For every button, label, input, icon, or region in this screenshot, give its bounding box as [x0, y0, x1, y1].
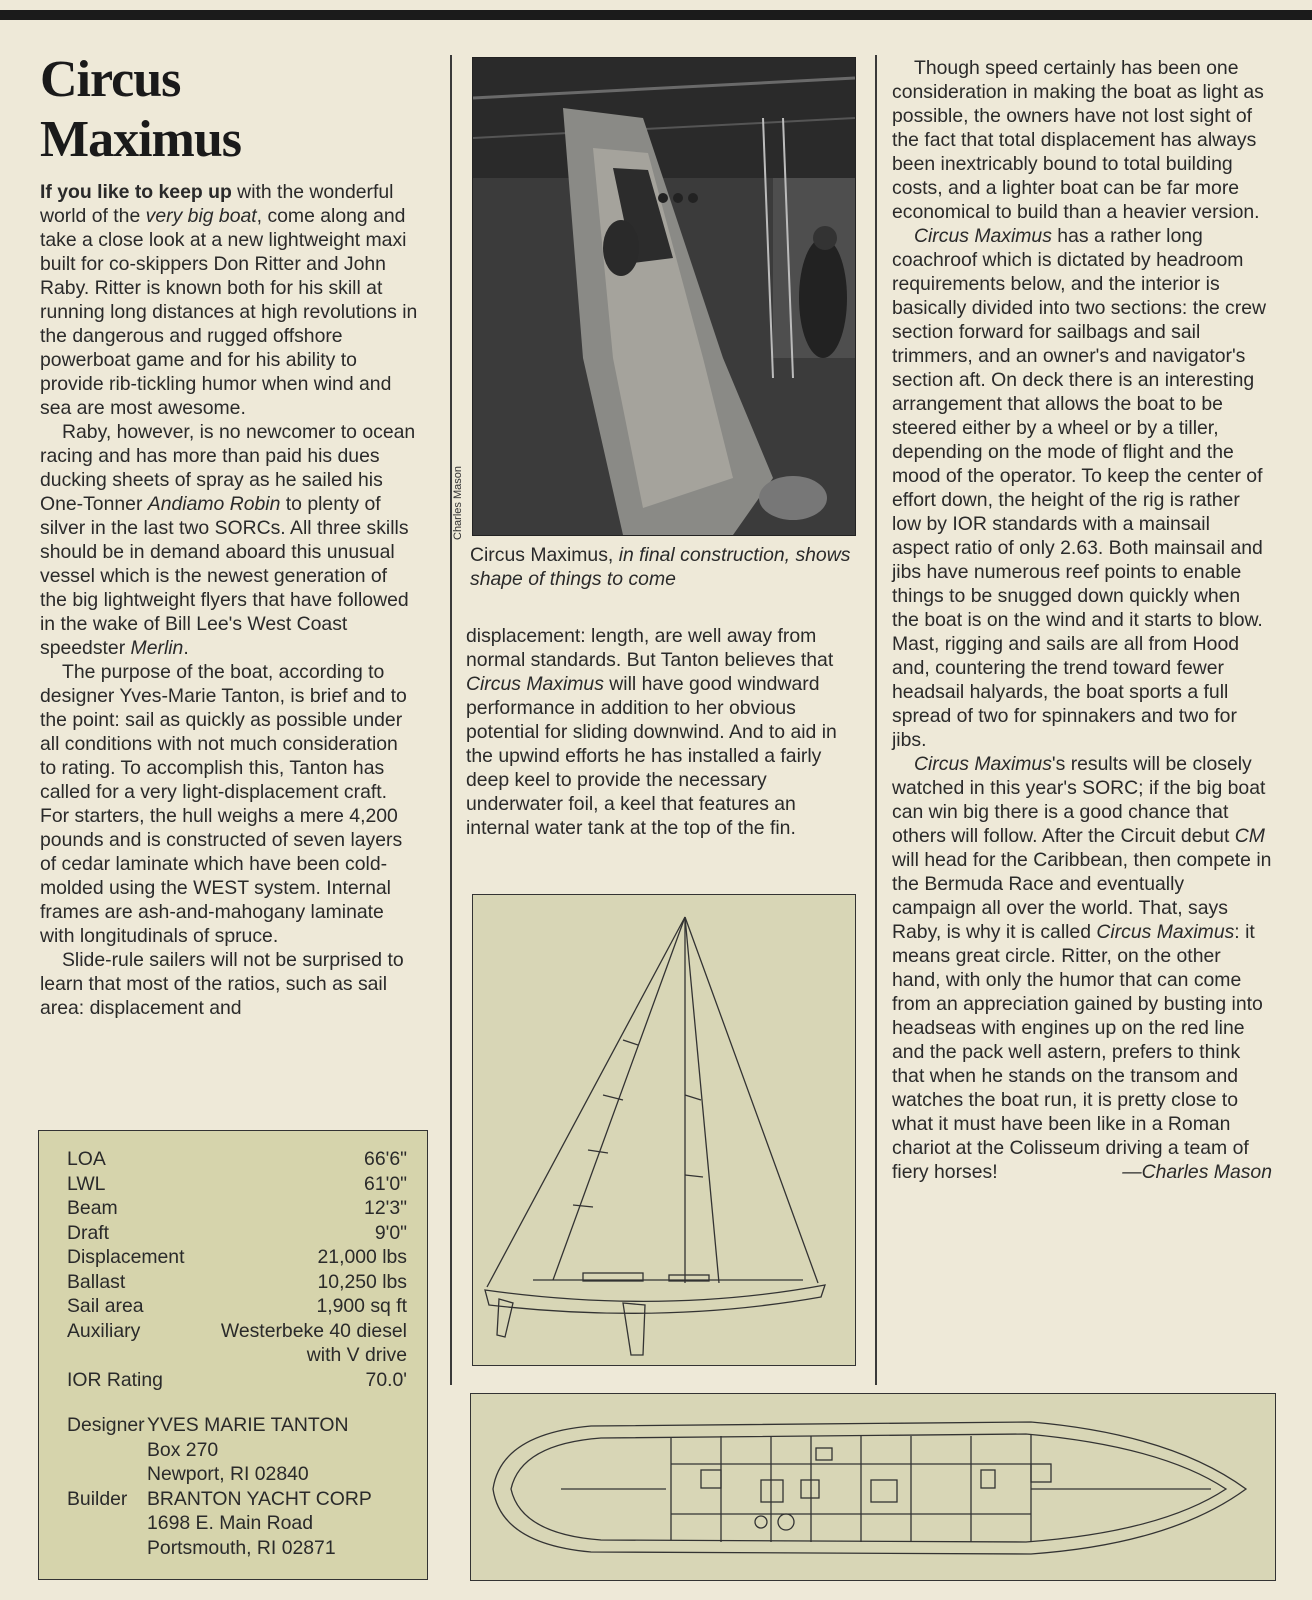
photo-caption — [470, 543, 860, 591]
sail-plan-drawing — [472, 894, 856, 1366]
lead-in: If you like to keep up — [40, 181, 232, 203]
spec-row — [67, 1221, 407, 1246]
spec-label: IOR Rating — [67, 1368, 163, 1391]
spec-value: 12'3" — [364, 1197, 407, 1219]
spec-value: 1,900 sq ft — [316, 1295, 407, 1317]
builder-name: BRANTON YACHT CORP — [147, 1487, 372, 1510]
spec-label: LWL — [67, 1172, 106, 1195]
caption-italic: in final construction, shows shape of things to come — [470, 544, 851, 590]
spec-label: Beam — [67, 1197, 118, 1219]
col1-paragraph-3: The purpose of the boat, according to designer Yves-Marie Tanton, is brief and to the point: sail as quickly as possible under all conditions with not much consideration to rating. To accomplish this, Tanton has called for a very light-displacement craft. For starters, the hull weighs a mere 4,200 pounds and is constructed of seven layers of cedar laminate which have been cold-molded using the WEST system. Internal frames are ash-and-mahogany laminate with longitudinals of spruce. — [40, 661, 407, 947]
title-line-1: Circus — [40, 51, 181, 108]
author-signature: —Charles Mason — [1122, 1161, 1272, 1183]
spec-row — [67, 1172, 407, 1197]
spec-row — [67, 1245, 407, 1270]
spec-value: Westerbeke 40 diesel with V drive — [220, 1319, 407, 1366]
designer-row — [67, 1413, 417, 1487]
spec-row — [67, 1147, 407, 1172]
spec-label: Draft — [67, 1221, 110, 1244]
deck-plan-svg — [471, 1394, 1275, 1580]
spec-value: 21,000 lbs — [317, 1246, 407, 1268]
spec-value: 66'6" — [364, 1148, 407, 1170]
caption-text: Circus Maximus, — [470, 544, 619, 566]
deck-plan-drawing — [470, 1393, 1276, 1581]
col1-paragraph-1 — [40, 180, 418, 420]
spec-value: 70.0' — [365, 1368, 407, 1391]
article-title — [40, 50, 241, 170]
text-italic: Andiamo Robin — [147, 493, 281, 515]
builder-label: Builder — [67, 1487, 128, 1510]
spec-value: 61'0" — [364, 1172, 407, 1195]
col1-paragraph-2 — [40, 420, 418, 660]
col2-paragraph-1 — [466, 624, 848, 840]
builder-row — [67, 1487, 417, 1561]
text: : it means great circle. Ritter, on the other hand, with only the humor that can come from an appreciation gained by busting into headseas with engines up on the red line and the pack well astern, prefers to think that when he stands on the transom and watches the boat run, it is pretty close to what it must have been like in a Roman chariot at the Colisseum driving a team of fiery horses! — [892, 921, 1263, 1183]
col3-paragraph-1: Though speed certainly has been one consideration in making the boat as light as possible, the owners have not lost sight of the fact that total displacement has always been inextricably bound to total building costs, and a lighter boat can be far more economical to build than a heavier version. — [892, 57, 1264, 223]
photo-credit: Charles Mason — [452, 466, 464, 540]
col3-paragraph-2 — [892, 224, 1272, 752]
column-2 — [466, 624, 848, 840]
col3-paragraph-3 — [892, 752, 1272, 1184]
spec-value: 10,250 lbs — [317, 1270, 407, 1293]
designer-address-2: Newport, RI 02840 — [147, 1463, 309, 1485]
column-1 — [40, 180, 418, 1020]
spec-label: Displacement — [67, 1246, 185, 1268]
builder-address-2: Portsmouth, RI 02871 — [147, 1536, 336, 1559]
text-italic: very big boat — [145, 205, 257, 227]
text: with the wonderful world of the — [40, 181, 394, 227]
spec-row — [67, 1319, 407, 1368]
construction-photo — [472, 57, 856, 536]
text-italic: Circus Maximus — [914, 225, 1052, 247]
text-italic: Circus Maximus — [1096, 921, 1235, 943]
title-line-2: Maximus — [40, 111, 241, 168]
text: to plenty of silver in the last two SORCs. All three skills should be in demand aboard this unusual vessel which is the newest generation of the big lightweight flyers that have followed in the wake of Bill Lee's West Coast speedster — [40, 493, 409, 659]
text: will have good windward performance in addition to her obvious potential for sliding downwind. And to aid in the upwind efforts he has installed a fairly deep keel to provide the necessary underwater foil, a keel that features an internal water tank at the top of the fin. — [466, 673, 837, 839]
credits-block — [67, 1413, 417, 1560]
column-rule-right — [875, 55, 877, 1385]
designer-info — [147, 1413, 417, 1487]
column-3 — [892, 56, 1272, 1184]
col1-paragraph-4: Slide-rule sailers will not be surprised to learn that most of the ratios, such as sail area: displacement and — [40, 949, 404, 1019]
spec-label: Auxiliary — [67, 1319, 141, 1342]
spec-label: Ballast — [67, 1270, 126, 1293]
top-rule — [0, 10, 1312, 20]
specifications-box — [38, 1130, 428, 1580]
text-italic: Merlin — [130, 637, 184, 659]
spec-row — [67, 1196, 407, 1221]
text: will head for the Caribbean, then compete in the Bermuda Race and eventually campaign all over the world. That, says Raby, is why it is called — [892, 849, 1272, 943]
spec-row — [67, 1270, 407, 1295]
text: Raby, however, is no newcomer to ocean racing and has more than paid his dues ducking sheets of spray as he sailed his One-Tonner — [40, 421, 416, 515]
text: . — [183, 637, 189, 659]
builder-address-1: 1698 E. Main Road — [147, 1512, 314, 1534]
sail-plan-svg — [473, 895, 855, 1365]
designer-name: YVES MARIE TANTON — [147, 1414, 349, 1436]
spec-table — [67, 1147, 407, 1392]
photo-illustration — [473, 58, 855, 535]
text-italic: Circus Maximus — [914, 753, 1052, 775]
spec-row — [67, 1294, 407, 1319]
spec-row — [67, 1368, 407, 1393]
spec-value: 9'0" — [374, 1221, 407, 1244]
spec-label: Sail area — [67, 1295, 144, 1317]
spec-label: LOA — [67, 1148, 106, 1170]
text: , come along and take a close look at a new lightweight maxi built for co-skippers Don Ritter and John Raby. Ritter is known both for his skill at running long distances at high revolutions in the dangerous and rugged offshore powerboat game and for his ability to provide rib-tickling humor when wind and sea are most awesome. — [40, 205, 418, 419]
text: 's results will be closely watched in this year's SORC; if the big boat can win big there is a good chance that others will follow. After the Circuit debut — [892, 753, 1266, 847]
text-italic: Circus Maximus — [466, 673, 604, 695]
builder-info — [147, 1487, 417, 1561]
designer-label: Designer — [67, 1414, 145, 1436]
text-italic: CM — [1234, 825, 1265, 847]
text: displacement: length, are well away from normal standards. But Tanton believes that — [466, 625, 834, 671]
designer-address-1: Box 270 — [147, 1438, 219, 1461]
column-rule-left — [450, 55, 452, 1385]
text: has a rather long coachroof which is dictated by headroom requirements below, and the interior is basically divided into two sections: the crew section forward for sailbags and sail trimmers, and an owner's and navigator's section aft. On deck there is an interesting arrangement that allows the boat to be steered either by a wheel or by a tiller, depending on the mode of flight and the mood of the operator. To keep the center of effort down, the height of the rig is rather low by IOR standards with a mainsail aspect ratio of only 2.63. Both mainsail and jibs have numerous reef points to enable things to be snugged down quickly when the boat is on the wind and it starts to blow. Mast, rigging and sails are all from Hood and, countering the trend toward fewer headsail halyards, the boat sports a full spread of two for spinnakers and two for jibs. — [892, 225, 1266, 751]
